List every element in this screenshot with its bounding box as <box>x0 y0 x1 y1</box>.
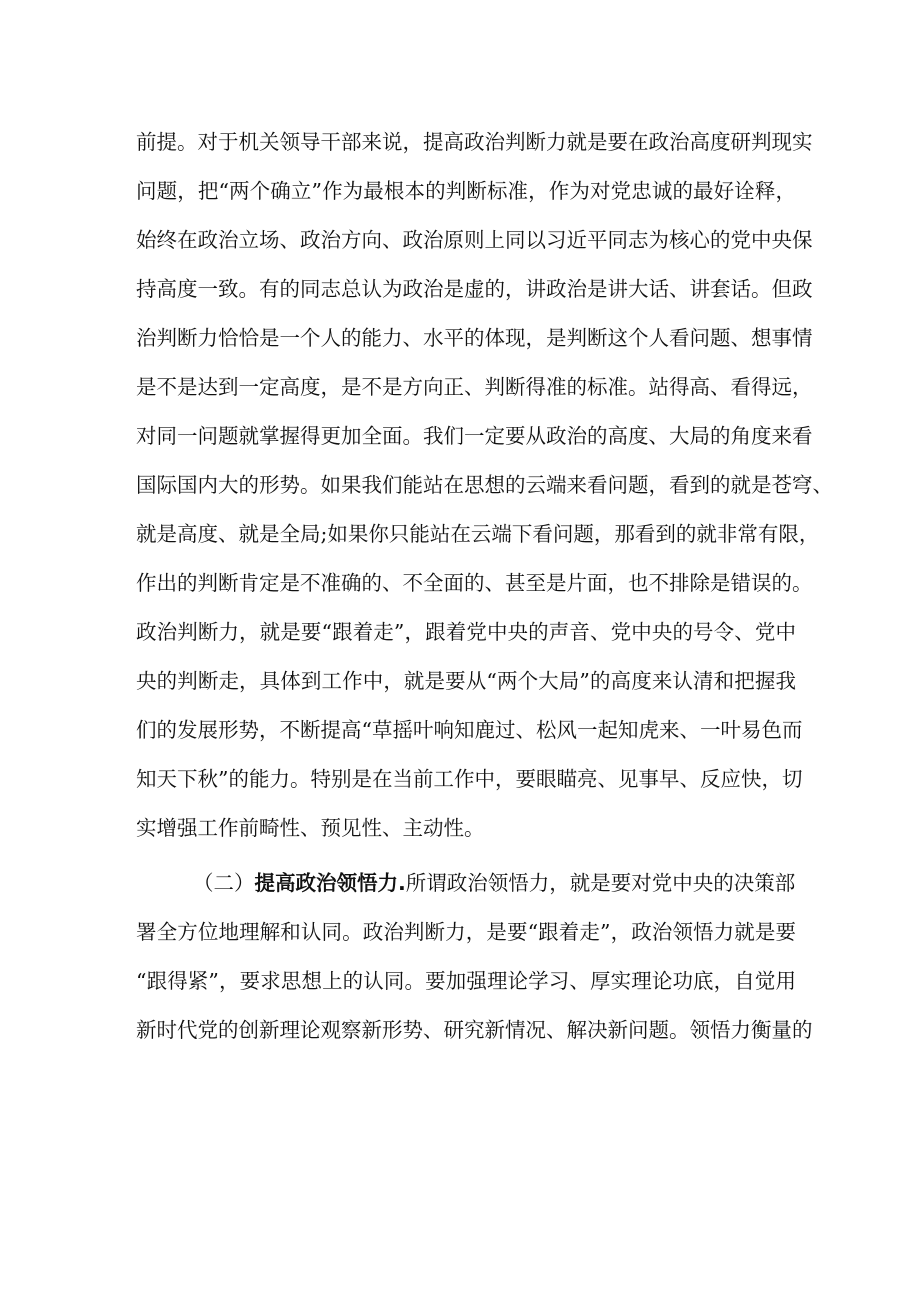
text-line: 就是高度、就是全局;如果你只能站在云端下看问题，那看到的就非常有限， <box>136 522 820 546</box>
text-line: 持高度一致。有的同志总认为政治是虚的，讲政治是讲大话、讲套话。但政 <box>136 277 813 301</box>
text-line: 作出的判断肯定是不准确的、不全面的、甚至是片面，也不排除是错误的。 <box>136 571 813 595</box>
text-line: 是不是达到一定高度，是不是方向正、判断得准的标准。站得高、看得远， <box>136 375 813 399</box>
text-line: 新时代党的创新理论观察新形势、研究新情况、解决新问题。领悟力衡量的 <box>136 1018 813 1042</box>
text-line: 始终在政治立场、政治方向、政治原则上同以习近平同志为核心的党中央保 <box>136 228 813 252</box>
paragraph-political-judgment <box>136 118 833 853</box>
section-heading: 提高政治领悟力. <box>254 871 406 895</box>
text-line: 对同一问题就掌握得更加全面。我们一定要从政治的高度、大局的角度来看 <box>136 424 813 448</box>
text-line: “跟得紧”，要求思想上的认同。要加强理论学习、厚实理论功底，自觉用 <box>136 969 796 993</box>
text-line: 们的发展形势，不断提高“草摇叶响知鹿过、松风一起知虎来、一叶易色而 <box>136 718 803 742</box>
section-lead-text: 所谓政治领悟力，就是要对党中央的决策部 <box>405 871 796 895</box>
text-line: 治判断力恰恰是一个人的能力、水平的体现，是判断这个人看问题、想事情 <box>136 326 813 350</box>
text-line: 问题，把“两个确立”作为最根本的判断标准，作为对党忠诚的最好诠释， <box>136 179 796 203</box>
text-line: 知天下秋”的能力。特别是在当前工作中，要眼瞄亮、见事早、反应快，切 <box>136 767 803 791</box>
document-body <box>136 118 833 1055</box>
paragraph-political-comprehension <box>136 859 813 1055</box>
text-line: 政治判断力，就是要“跟着走”，跟着党中央的声音、党中央的号令、党中 <box>136 620 796 644</box>
text-line-last: 实增强工作前畸性、预见性、主动性。 <box>136 816 485 840</box>
section-number: （二） <box>193 871 255 895</box>
text-line: 署全方位地理解和认同。政治判断力，是要“跟着走”，政治领悟力就是要 <box>136 920 796 944</box>
text-line: 央的判断走，具体到工作中，就是要从“两个大局”的高度来认清和把握我 <box>136 669 796 693</box>
text-line: 前提。对于机关领导干部来说，提高政治判断力就是要在政治高度研判现实 <box>136 130 813 154</box>
section-heading-line <box>136 859 796 908</box>
text-line: 国际国内大的形势。如果我们能站在思想的云端来看问题，看到的就是苍穹、 <box>136 473 833 497</box>
